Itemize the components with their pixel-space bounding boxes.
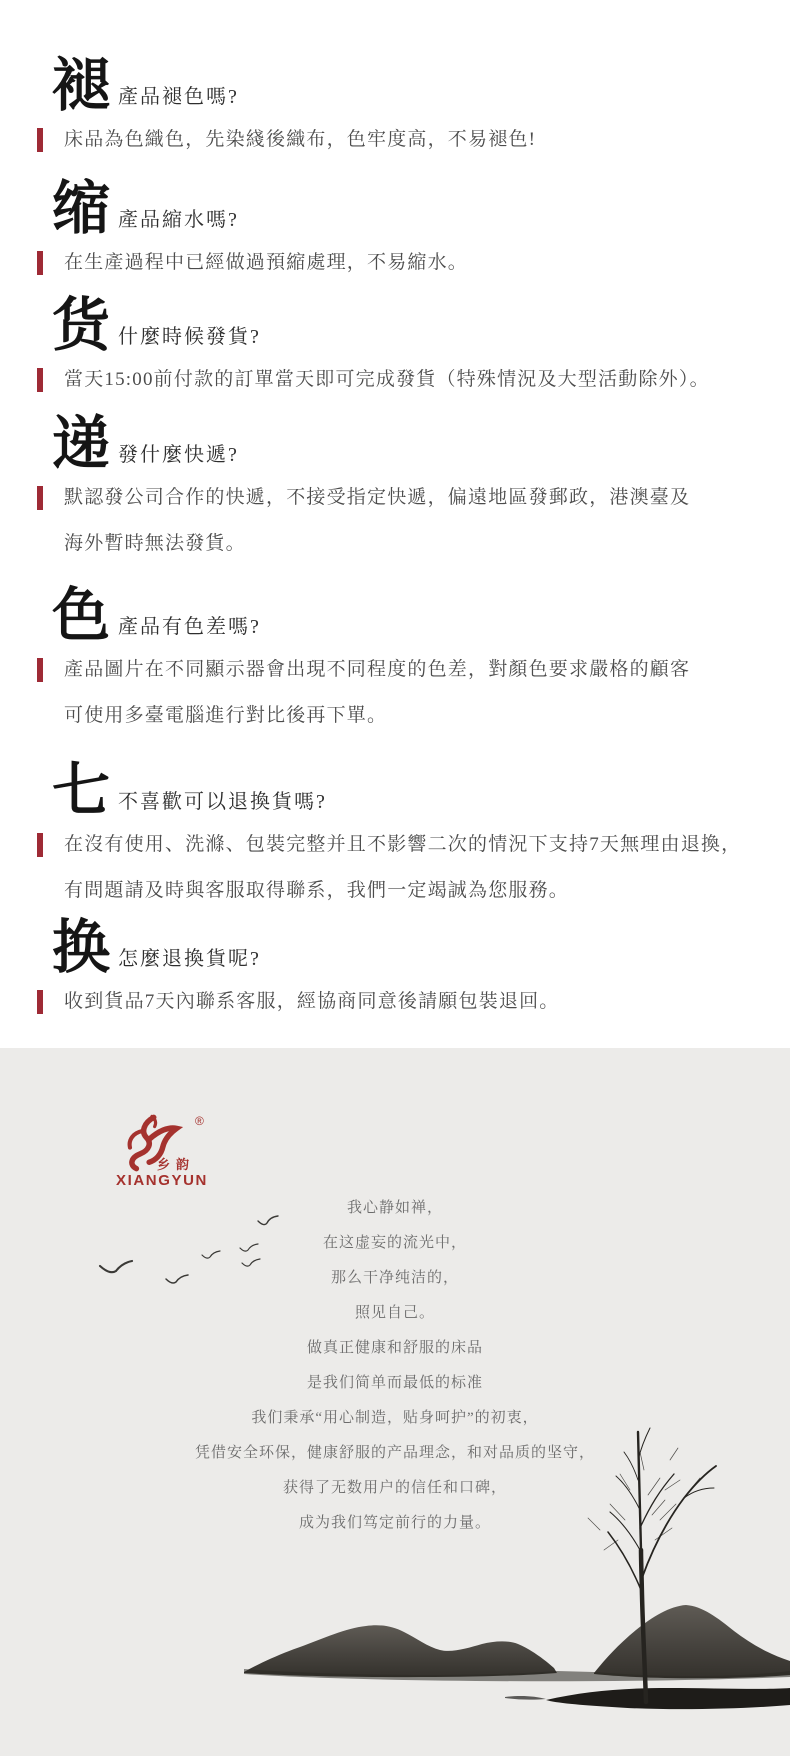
faq-answer-line: 產品圖片在不同顯示器會出現不同程度的色差，對顏色要求嚴格的顧客 — [64, 659, 691, 680]
right-mountain — [594, 1605, 790, 1678]
poem-line: 是我们简单而最低的标准 — [306, 1375, 483, 1391]
faq-item — [37, 293, 762, 403]
faq-question: 產品縮水嗎? — [118, 209, 239, 231]
faq-item — [37, 411, 762, 567]
faq-header — [52, 176, 762, 241]
poem-line: 成为我们笃定前行的力量。 — [298, 1515, 491, 1531]
faq-answer-line: 默認發公司合作的快遞，不接受指定快遞，偏遠地區發郵政，港澳臺及 — [64, 487, 691, 508]
faq-header — [52, 583, 762, 648]
poem-line: 做真正健康和舒服的床品 — [306, 1340, 483, 1356]
faq-answer-line: 收到貨品7天內聯系客服，經協商同意後請願包裝退回。 — [64, 991, 560, 1012]
left-mountain — [244, 1625, 557, 1677]
answer-accent-bar — [37, 128, 43, 152]
answer-accent-bar — [37, 658, 43, 682]
faq-answer-line: 床品為色織色，先染綫後織布，色牢度高，不易褪色! — [64, 129, 537, 150]
faq-answer — [37, 240, 762, 286]
faq-item — [37, 583, 762, 739]
poem-line: 在这虚妄的流光中， — [322, 1235, 467, 1251]
faq-initial-char: 色 — [52, 583, 111, 648]
answer-accent-bar — [37, 486, 43, 510]
faq-answer — [37, 475, 762, 567]
ground-ink-strip — [546, 1688, 790, 1709]
answer-accent-bar — [37, 368, 43, 392]
brand-footer — [0, 1048, 790, 1756]
faq-header — [52, 293, 762, 358]
faq-answer-lines — [64, 647, 762, 739]
faq-question: 什麼時候發貨? — [118, 326, 261, 348]
faq-answer — [37, 979, 762, 1025]
faq-initial-char: 七 — [52, 758, 111, 823]
answer-accent-bar — [37, 990, 43, 1014]
faq-answer-line: 海外暫時無法發貨。 — [64, 533, 246, 554]
faq-initial-char: 递 — [52, 411, 111, 476]
faq-header — [52, 411, 762, 476]
faq-question: 不喜歡可以退換貨嗎? — [118, 791, 327, 813]
faq-item — [37, 176, 762, 286]
faq-answer-lines — [64, 117, 762, 163]
faq-answer-lines — [64, 475, 762, 567]
brand-name-en: XIANGYUN — [116, 1172, 208, 1189]
faq-answer — [37, 822, 762, 914]
faq-initial-char: 货 — [52, 293, 111, 358]
poem-line: 那么干净纯洁的， — [330, 1270, 459, 1286]
faq-initial-char: 缩 — [52, 176, 111, 241]
faq-question: 產品褪色嗎? — [118, 86, 239, 108]
faq-question: 發什麼快遞? — [118, 444, 239, 466]
faq-answer — [37, 647, 762, 739]
faq-answer-lines — [64, 357, 762, 403]
faq-header — [52, 758, 762, 823]
faq-item — [37, 915, 762, 1025]
faq-answer-line: 可使用多臺電腦進行對比後再下單。 — [64, 705, 388, 726]
poem-line: 照见自己。 — [354, 1305, 435, 1321]
answer-accent-bar — [37, 833, 43, 857]
faq-answer — [37, 117, 762, 163]
faq-answer-line: 當天15:00前付款的訂單當天即可完成發貨（特殊情況及大型活動除外）。 — [64, 369, 710, 390]
faq-answer-lines — [64, 822, 762, 914]
faq-answer-lines — [64, 979, 762, 1025]
brand-logo — [113, 1114, 223, 1198]
faq-header — [52, 53, 762, 118]
faq-answer-line: 在生產過程中已經做過預縮處理，不易縮水。 — [64, 252, 469, 273]
poem-line: 我们秉承“用心制造，贴身呵护”的初衷， — [251, 1410, 539, 1426]
ground-ink-sliver — [505, 1696, 546, 1700]
faq-item — [37, 53, 762, 163]
faq-answer-line: 有問題請及時與客服取得聯系，我們一定竭誠為您服務。 — [64, 880, 570, 901]
faq-item — [37, 758, 762, 914]
faq-answer — [37, 357, 762, 403]
poem-line: 获得了无数用户的信任和口碑， — [282, 1480, 507, 1496]
faq-header — [52, 915, 762, 980]
faq-answer-line: 在沒有使用、洗滌、包裝完整并且不影響二次的情況下支持7天無理由退換， — [64, 834, 742, 855]
poem-line: 我心静如禅， — [346, 1200, 443, 1216]
faq-initial-char: 褪 — [52, 53, 111, 118]
ink-landscape-illustration — [0, 1400, 790, 1756]
faq-question: 產品有色差嗎? — [118, 616, 261, 638]
registered-trademark: ® — [195, 1114, 204, 1128]
poem-line: 凭借安全环保，健康舒服的产品理念，和对品质的坚守， — [194, 1445, 595, 1461]
faq-answer-lines — [64, 240, 762, 286]
faq-initial-char: 换 — [52, 915, 111, 980]
faq-question: 怎麼退換貨呢? — [118, 948, 261, 970]
brand-name-cn: 乡韵 — [157, 1157, 196, 1172]
answer-accent-bar — [37, 251, 43, 275]
